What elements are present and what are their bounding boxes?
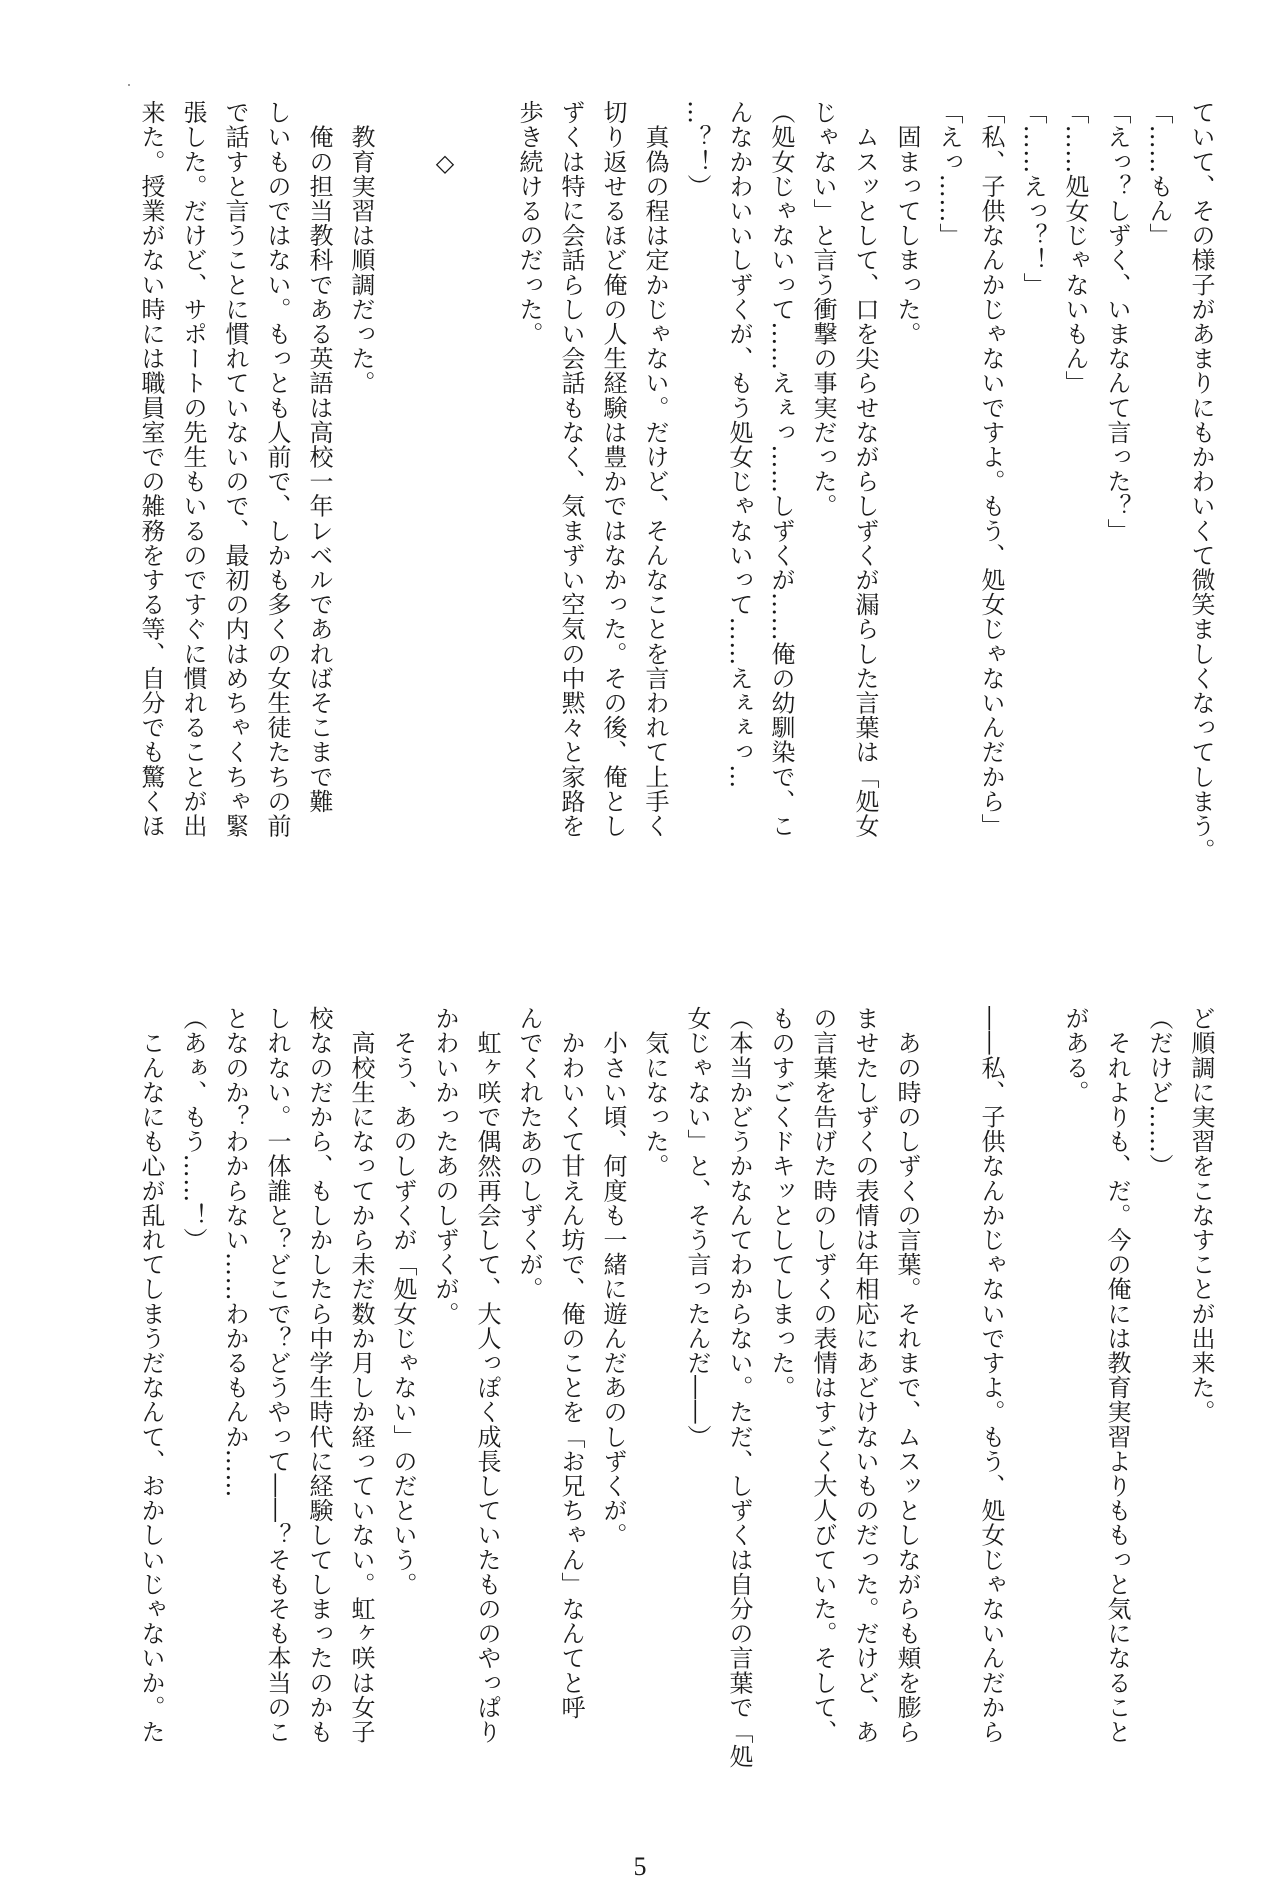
text-column: 教育実習は順調だった。 (347, 100, 375, 396)
text-column: んなかわいいしずくが、もう処女じゃないって……えぇぇっ… (725, 100, 753, 789)
text-column: しれない。一体誰と？どこで？どうやって――？そもそも本当のこ (263, 1006, 291, 1744)
text-column: となのか？わからない……わかるもんか…… (221, 1006, 249, 1498)
text-column: 固まってしまった。 (893, 100, 921, 346)
text-column: ◇ (431, 100, 459, 178)
text-column: ものすごくドキッとしてしまった。 (767, 1006, 795, 1400)
text-column: あの時のしずくの言葉。それまで、ムスッとしながらも頬を膨ら (893, 1006, 921, 1744)
text-column: …？！） (683, 100, 711, 199)
text-column: 小さい頃、何度も一緒に遊んだあのしずくが。 (599, 1006, 627, 1548)
text-column: ずくは特に会話らしい会話もなく、気まずい空気の中黙々と家路を (557, 100, 585, 838)
text-column: かわいくて甘えん坊で、俺のことを「お兄ちゃん」なんてと呼 (557, 1006, 585, 1720)
page-number: 5 (633, 1852, 647, 1881)
text-column: こんなにも心が乱れてしまうだなんて、おかしいじゃないか。た (137, 1006, 165, 1744)
text-column: 俺の担当教科である英語は高校一年レベルであればそこまで難 (305, 100, 333, 814)
text-column: がある。 (1061, 1006, 1089, 1105)
text-column: かわいかったあのしずくが。 (431, 1006, 459, 1326)
text-column: 真偽の程は定かじゃない。だけど、そんなことを言われて上手く (641, 100, 669, 838)
text-column: （あぁ、もう……！） (179, 1006, 207, 1252)
bottom-text-block (130, 1006, 1222, 1769)
text-column: じゃない」と言う衝撃の事実だった。 (809, 100, 837, 519)
text-column (928, 1006, 970, 1766)
text-column: 「……もん」 (1145, 100, 1173, 248)
text-column: 「……処女じゃないもん」 (1061, 100, 1089, 396)
text-column: 「えっ……」 (935, 100, 963, 248)
text-column: （本当かどうかなんてわからない。ただ、しずくは自分の言葉で「処 (725, 1006, 753, 1769)
text-column: 「私、子供なんかじゃないですよ。もう、処女じゃないんだから」 (977, 100, 1005, 838)
text-column: しいものではない。もっとも人前で、しかも多くの女生徒たちの前 (263, 100, 291, 838)
text-column: 「えっ？しずく、いまなんて言った？」 (1103, 100, 1131, 543)
text-column: 歩き続けるのだった。 (515, 100, 543, 346)
text-column: ――私、子供なんかじゃないですよ。もう、処女じゃないんだから (977, 1006, 1005, 1744)
text-column: 張した。だけど、サポートの先生もいるのですぐに慣れることが出 (179, 100, 207, 838)
text-column (1012, 1006, 1054, 1766)
scan-speck (128, 84, 130, 86)
text-column (466, 100, 508, 860)
text-column (382, 100, 424, 860)
text-column: んでくれたあのしずくが。 (515, 1006, 543, 1302)
text-column: 気になった。 (641, 1006, 669, 1179)
text-column: ど順調に実習をこなすことが出来た。 (1187, 1006, 1215, 1425)
text-column: ムスッとして、口を尖らせながらしずくが漏らした言葉は「処女 (851, 100, 879, 838)
text-column: ていて、その様子があまりにもかわいくて微笑ましくなってしまう。 (1187, 100, 1215, 863)
text-column: 女じゃない」と、そう言ったんだ――） (683, 1006, 711, 1449)
text-column: それよりも、だ。今の俺には教育実習よりももっと気になること (1103, 1006, 1131, 1744)
text-column: 来た。授業がない時には職員室での雑務をする等、自分でも驚くほ (137, 100, 165, 838)
text-column: 虹ヶ咲で偶然再会して、大人っぽく成長していたもののやっぱり (473, 1006, 501, 1744)
text-column: （処女じゃないって……えぇっ……しずくが……俺の幼馴染で、こ (767, 100, 795, 838)
text-column: ませたしずくの表情は年相応にあどけないものだった。だけど、あ (851, 1006, 879, 1744)
top-text-block (130, 100, 1222, 863)
text-column: （だけど……） (1145, 1006, 1173, 1179)
text-column: の言葉を告げた時のしずくの表情はすごく大人びていた。そして、 (809, 1006, 837, 1744)
text-column: 校なのだから、もしかしたら中学生時代に経験してしまったのかも (305, 1006, 333, 1744)
text-column: 「……えっ？！」 (1019, 100, 1047, 297)
text-column: 切り返せるほど俺の人生経験は豊かではなかった。その後、俺とし (599, 100, 627, 838)
text-column: 高校生になってから未だ数か月しか経っていない。虹ヶ咲は女子 (347, 1006, 375, 1744)
text-column: そう、あのしずくが「処女じゃない」のだという。 (389, 1006, 417, 1597)
text-column: で話すと言うことに慣れていないので、最初の内はめちゃくちゃ緊 (221, 100, 249, 838)
